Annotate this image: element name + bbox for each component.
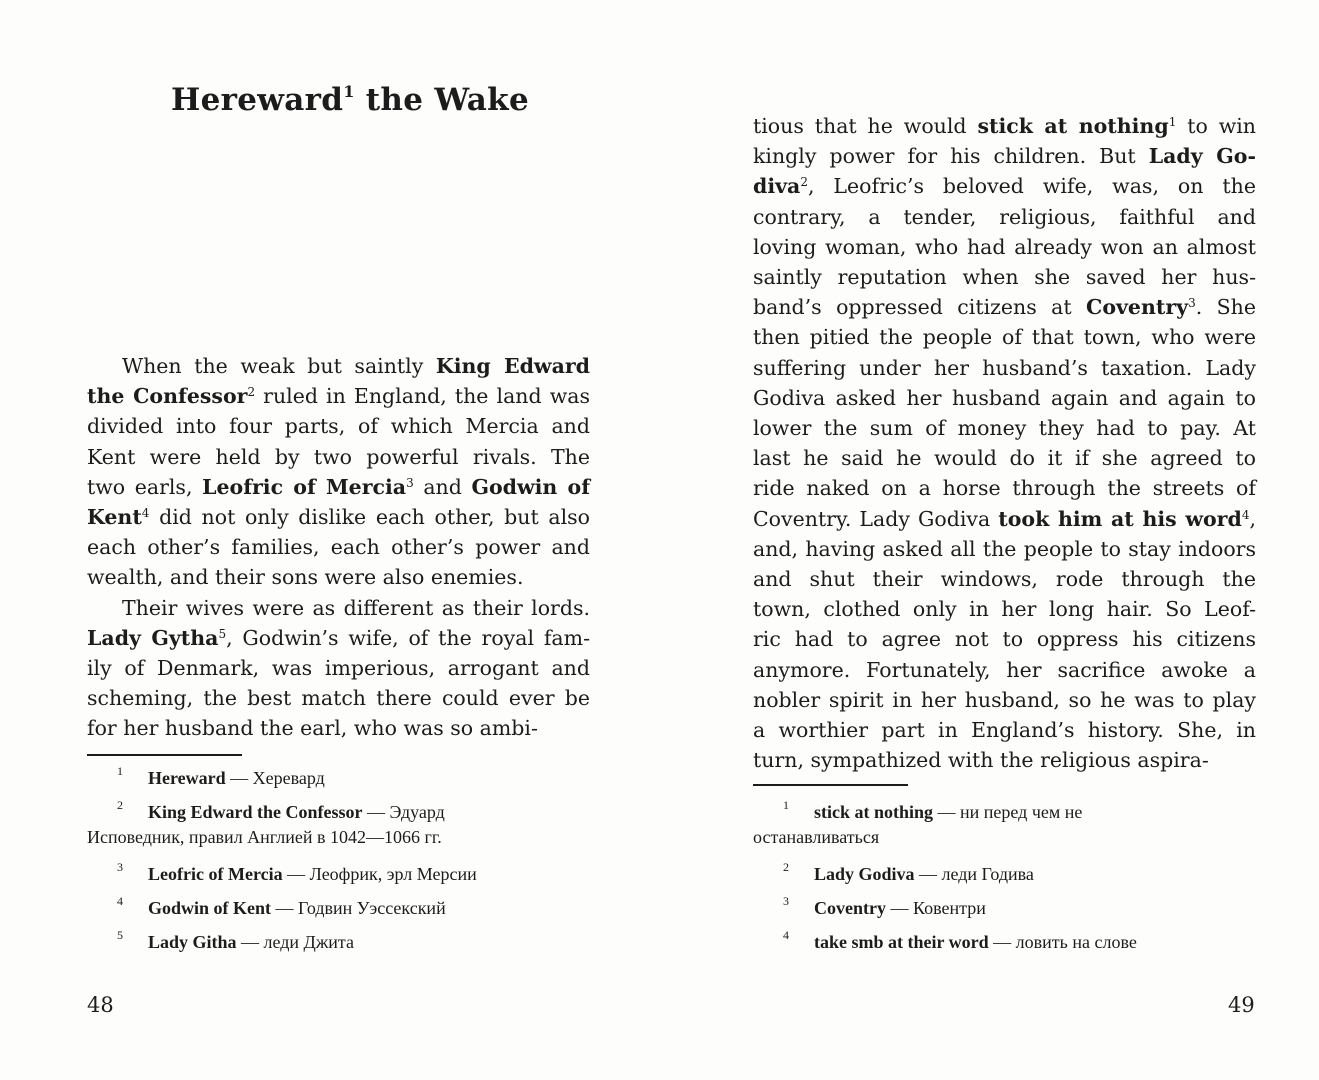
page-number-left: 48 bbox=[87, 993, 114, 1017]
text-line: divided into four parts, of which Mercia and bbox=[87, 414, 590, 439]
text-line: Their wives were as different as their lords. bbox=[122, 595, 590, 620]
text-line: a worthier part in England’s history. She, in bbox=[753, 718, 1256, 742]
text-line: suffering under her husband’s taxation. Lady bbox=[753, 355, 1256, 380]
text-line: last he said he would do it if she agreed to bbox=[753, 446, 1256, 471]
text-line: Kent$^4$ did not only dislike each other, but also bbox=[87, 505, 590, 529]
text-line: ric had to agree not to oppress his citizens bbox=[753, 627, 1256, 652]
page-number-right: 49 bbox=[1228, 993, 1255, 1017]
text-line: ride naked on a horse through the streets of bbox=[753, 476, 1256, 501]
text-line: anymore. Fortunately, her sacrifice awoke a bbox=[753, 657, 1256, 682]
footnote: Исповедник, правил Англией в 1042—1066 гг. bbox=[87, 827, 442, 847]
text-line: each other’s families, each other’s power and bbox=[87, 535, 590, 560]
text-line: diva$^2$, Leofric’s beloved wife, was, on the bbox=[753, 174, 1256, 199]
text-line: town, clothed only in her long hair. So Leof- bbox=[753, 597, 1256, 622]
text-line: Godiva asked her husband again and again to bbox=[753, 385, 1256, 410]
text-line: Kent were held by two powerful rivals. The bbox=[87, 444, 590, 469]
text-line: Coventry. Lady Godiva took him at his word$^4$, bbox=[753, 506, 1256, 531]
text-line: lower the sum of money they had to pay. At bbox=[753, 416, 1256, 440]
footnote-rule bbox=[753, 784, 908, 786]
footnote: останавливаться bbox=[753, 827, 880, 847]
right-page: tious that he would stick at nothing$^1$ to win kingly power for his children. But Lady Go- diva$^2$, Leofric’s beloved wife, was, on the contrary, a tender, religious, faithful and loving woman, who had already won an almost saintly reputation when she saved her hus- band’s oppressed citizens at Coventry$^3$. She then pitied the people of that town, who were suffering under her husband’s taxation. Lady Godiva asked her husband again and again to lower the sum of money they had to pay. At last he said he would do it if she agreed to ride naked on a horse through the streets of Coventry. Lady Godiva took him at his word$^4$, and, having asked all the people to stay indoors and shut their windows, rode through the town, clothed only in her long hair. So Leof- ric had to agree not to oppress his citizens anymore. Fortunately, her sacrifice awoke a nobler spirit in her husband, so he was to play a worthier part in England’s history. She, in turn, sympathized with the religious aspira- 1 stick at nothing — ни перед чем не останавливаться 2 Lady Godiva — леди Годива 3 Coventry — Ковентри 4 take smb at their word — ловить на слове 49 bbox=[655, 0, 1319, 1080]
text-line: contrary, a tender, religious, faithful and bbox=[753, 204, 1256, 229]
footnote-rule bbox=[87, 754, 242, 756]
text-line: nobler spirit in her husband, so he was to play bbox=[753, 687, 1256, 712]
text-line: Lady Gytha$^5$, Godwin’s wife, of the royal fam- bbox=[87, 625, 591, 650]
text-line: saintly reputation when she saved her hus- bbox=[753, 265, 1256, 289]
text-line: for her husband the earl, who was so ambi- bbox=[87, 716, 538, 741]
text-line: kingly power for his children. But Lady Go- bbox=[753, 144, 1256, 169]
text-line: wealth, and their sons were also enemies. bbox=[87, 565, 524, 590]
text-line: scheming, the best match there could ever be bbox=[87, 686, 590, 711]
text-line: the Confessor$^2$ ruled in England, the land was bbox=[87, 384, 590, 409]
text-line: turn, sympathized with the religious aspira- bbox=[753, 748, 1209, 773]
text-line: ily of Denmark, was imperious, arrogant and bbox=[87, 656, 590, 680]
text-line: and shut their windows, rode through the bbox=[753, 567, 1256, 591]
text-line: tious that he would stick at nothing$^1$ to win bbox=[753, 114, 1256, 138]
left-page: Hereward$^1$ the Wake When the weak but saintly King Edward the Confessor$^2$ ruled in England, the land was divided into four parts, of which Mercia and Kent were held by two powerful rivals. The two earls, Leofric of Mercia$^3$ and Godwin of Kent$^4$ did not only dislike each other, but also each other’s families, each other’s power and wealth, and their sons were also enemies. Their wives were as different as their lords. Lady Gytha$^5$, Godwin’s wife, of the royal fam- ily of Denmark, was imperious, arrogant and scheming, the best match there could ever be for her husband the earl, who was so ambi- 1 Hereward — Херевард 2 King Edward the Confessor — Эдуард Исповедник, правил Англией в 1042—1066 гг. 3 Leofric of Mercia — Леофрик, эрл Мерсии 4 Godwin of Kent — Годвин Уэссекский 5 Lady Githa — леди Джита 48 bbox=[87, 82, 591, 1017]
chapter-title: Hereward$^1$ the Wake bbox=[171, 82, 529, 118]
text-line: band’s oppressed citizens at Coventry$^3$. She bbox=[753, 295, 1256, 320]
text-line: loving woman, who had already won an almost bbox=[753, 234, 1256, 259]
text-line: two earls, Leofric of Mercia$^3$ and Godwin of bbox=[87, 474, 591, 499]
text-line: then pitied the people of that town, who were bbox=[753, 325, 1256, 350]
text-line: When the weak but saintly King Edward bbox=[122, 354, 590, 378]
text-line: and, having asked all the people to stay indoors bbox=[753, 536, 1256, 561]
